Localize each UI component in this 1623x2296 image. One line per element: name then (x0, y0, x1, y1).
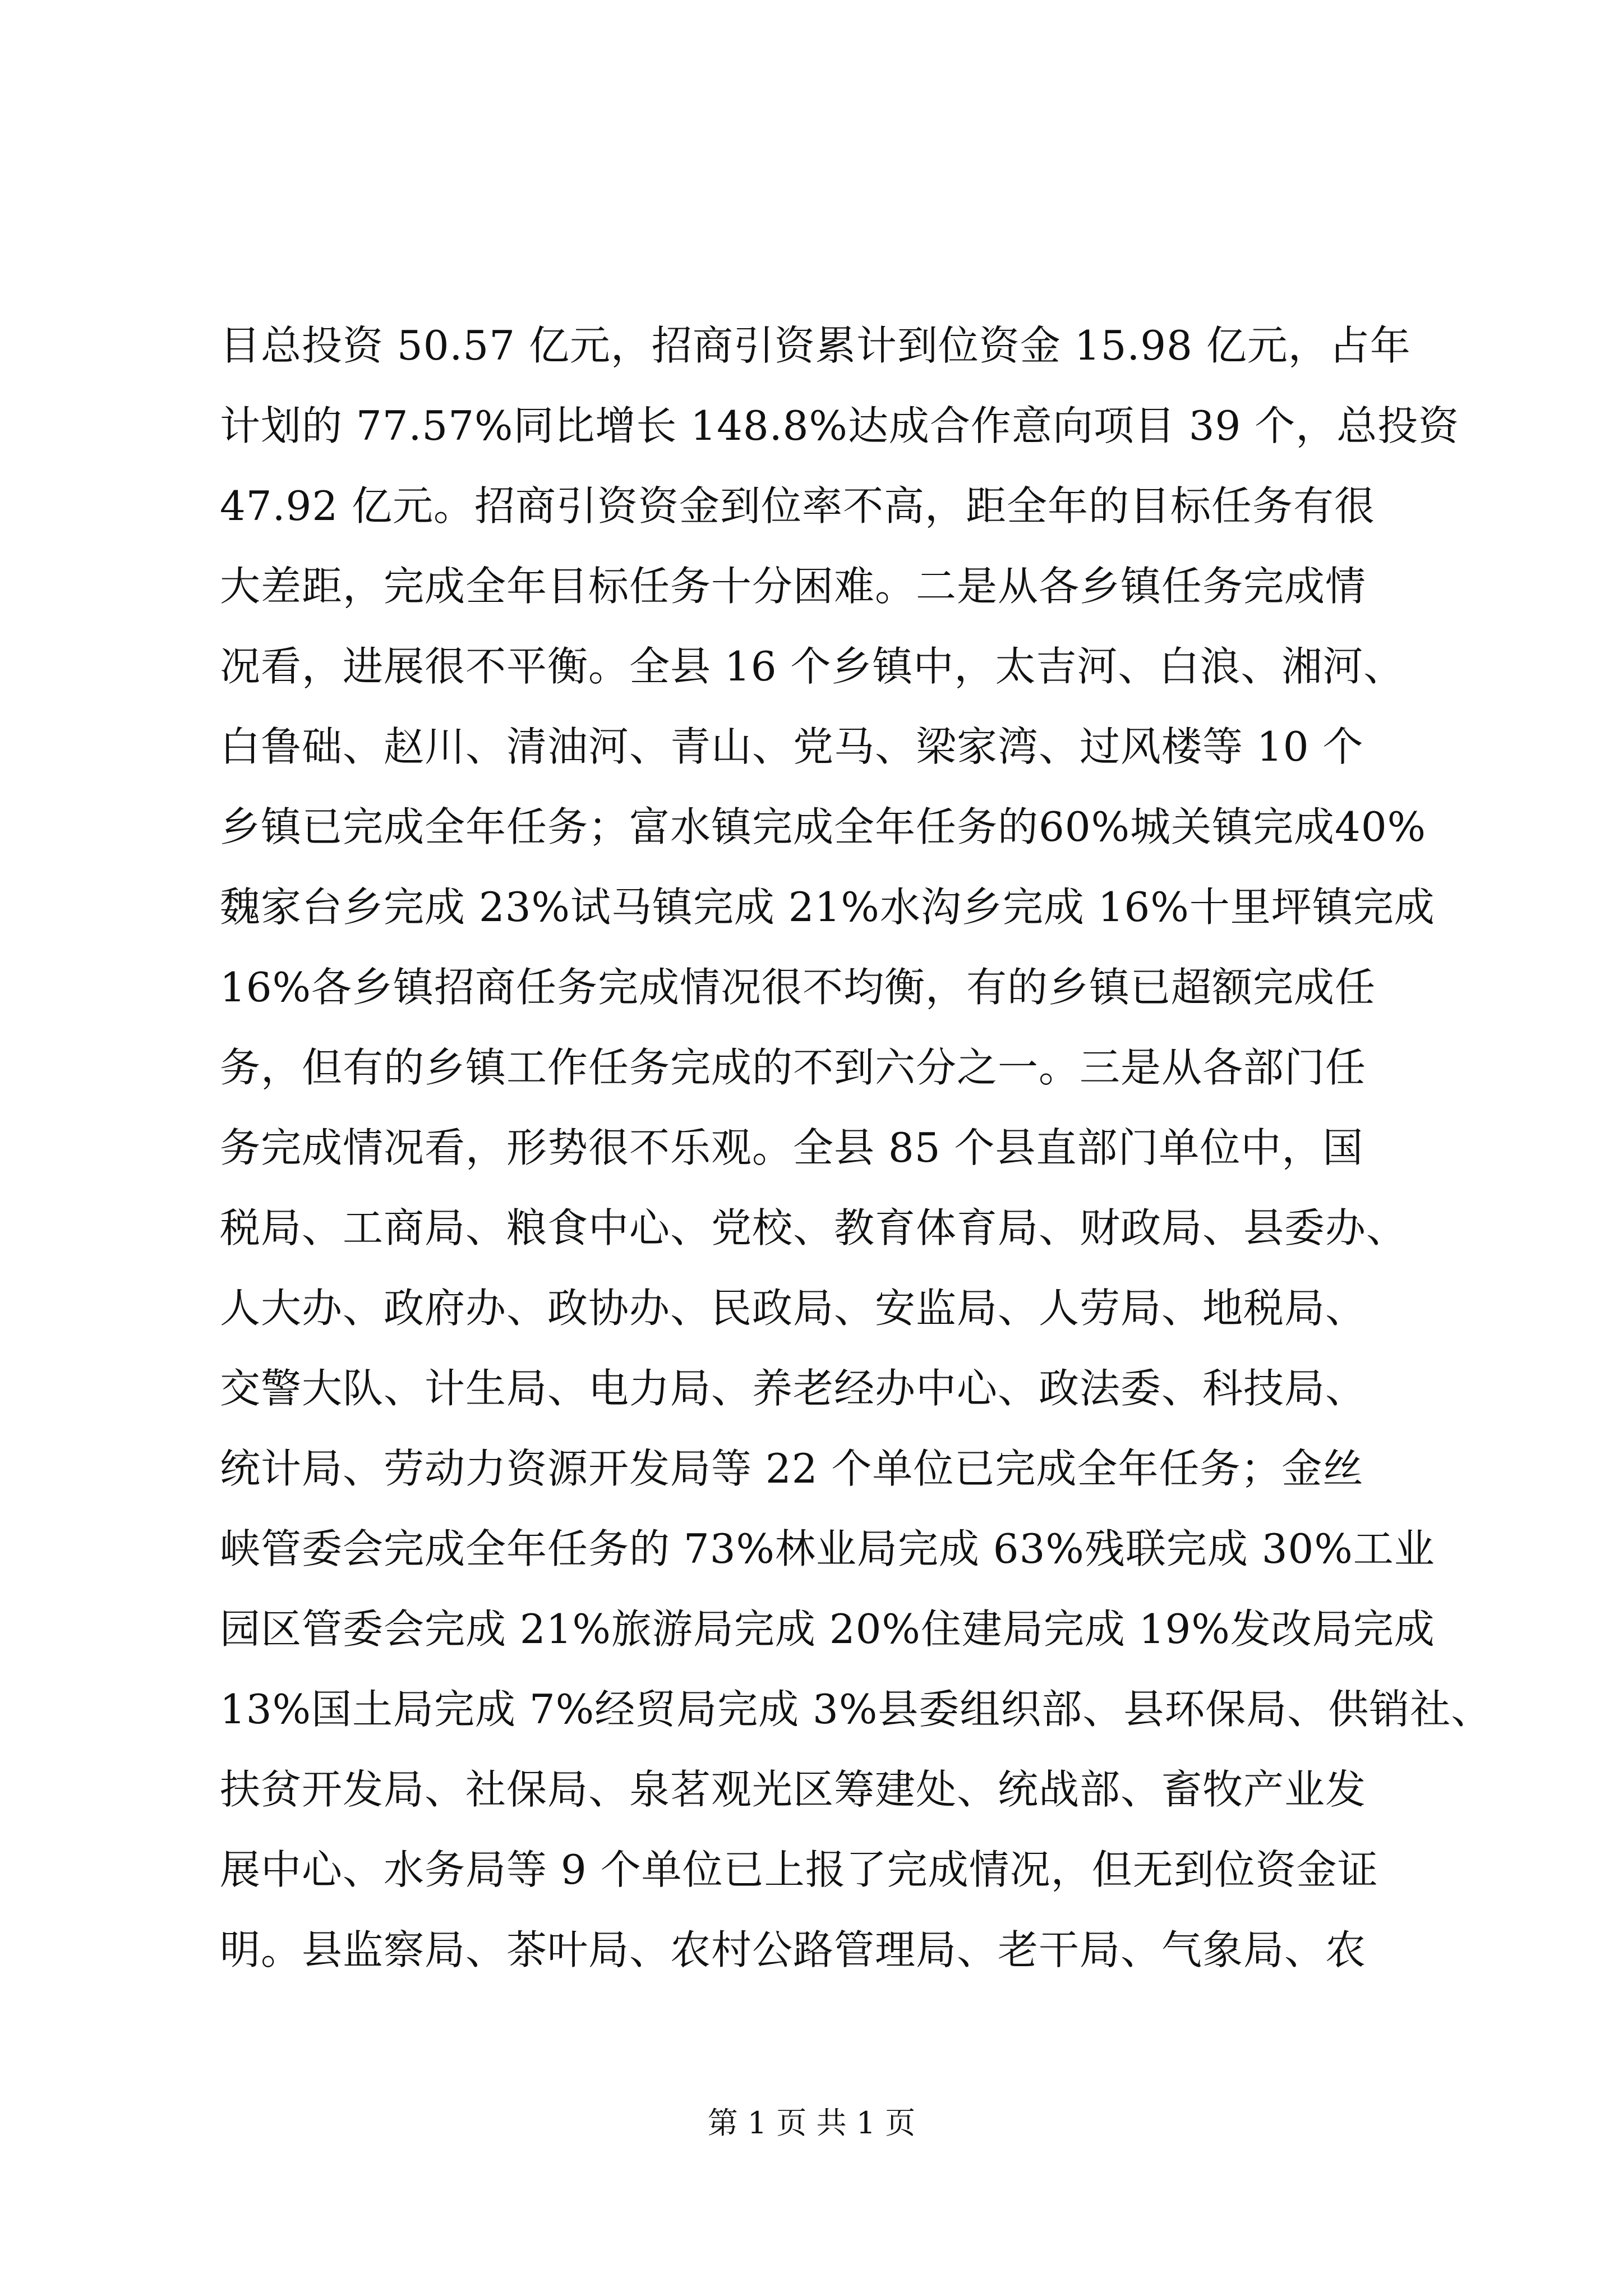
text-line-16: 峡管委会完成全年任务的 73%林业局完成 63%残联完成 30%工业 (220, 1525, 1435, 1572)
text-line-7: 乡镇已完成全年任务；富水镇完成全年任务的60%城关镇完成40% (220, 803, 1427, 850)
text-line-6: 白鲁础、赵川、清油河、青山、党马、梁家湾、过风楼等 10 个 (220, 723, 1364, 770)
page-footer (0, 2101, 1623, 2146)
text-line-9: 16%各乡镇招商任务完成情况很不均衡，有的乡镇已超额完成任 (220, 964, 1376, 1011)
text-line-4: 大差距，完成全年目标任务十分困难。二是从各乡镇任务完成情 (220, 563, 1367, 610)
text-line-18: 13%国土局完成 7%经贸局完成 3%县委组织部、县环保局、供销社、 (220, 1686, 1492, 1733)
text-line-10: 务，但有的乡镇工作任务完成的不到六分之一。三是从各部门任 (220, 1044, 1367, 1091)
text-line-13: 人大办、政府办、政协办、民政局、安监局、人劳局、地税局、 (220, 1285, 1367, 1332)
text-line-14: 交警大队、计生局、电力局、养老经办中心、政法委、科技局、 (220, 1365, 1367, 1412)
text-line-1: 目总投资 50.57 亿元，招商引资累计到位资金 15.98 亿元，占年 (220, 322, 1411, 369)
text-line-12: 税局、工商局、粮食中心、党校、教育体育局、财政局、县委办、 (220, 1204, 1408, 1251)
text-line-5: 况看，进展很不平衡。全县 16 个乡镇中，太吉河、白浪、湘河、 (220, 643, 1405, 690)
text-line-8: 魏家台乡完成 23%试马镇完成 21%水沟乡完成 16%十里坪镇完成 (220, 884, 1435, 931)
text-line-21: 明。县监察局、茶叶局、农村公路管理局、老干局、气象局、农 (220, 1926, 1367, 1973)
text-line-17: 园区管委会完成 21%旅游局完成 20%住建局完成 19%发改局完成 (220, 1605, 1435, 1653)
text-line-3: 47.92 亿元。招商引资资金到位率不高，距全年的目标任务有很 (220, 482, 1376, 530)
page-number-label: 第 1 页 共 1 页 (707, 2105, 916, 2141)
text-line-11: 务完成情况看，形势很不乐观。全县 85 个县直部门单位中，国 (220, 1124, 1364, 1171)
text-line-20: 展中心、水务局等 9 个单位已上报了完成情况，但无到位资金证 (220, 1846, 1378, 1893)
text-line-19: 扶贫开发局、社保局、泉茗观光区筹建处、统战部、畜牧产业发 (220, 1766, 1367, 1813)
text-line-2: 计划的 77.57%同比增长 148.8%达成合作意向项目 39 个，总投资 (220, 402, 1460, 449)
text-line-15: 统计局、劳动力资源开发局等 22 个单位已完成全年任务；金丝 (220, 1445, 1364, 1492)
document-body (220, 306, 1492, 1990)
